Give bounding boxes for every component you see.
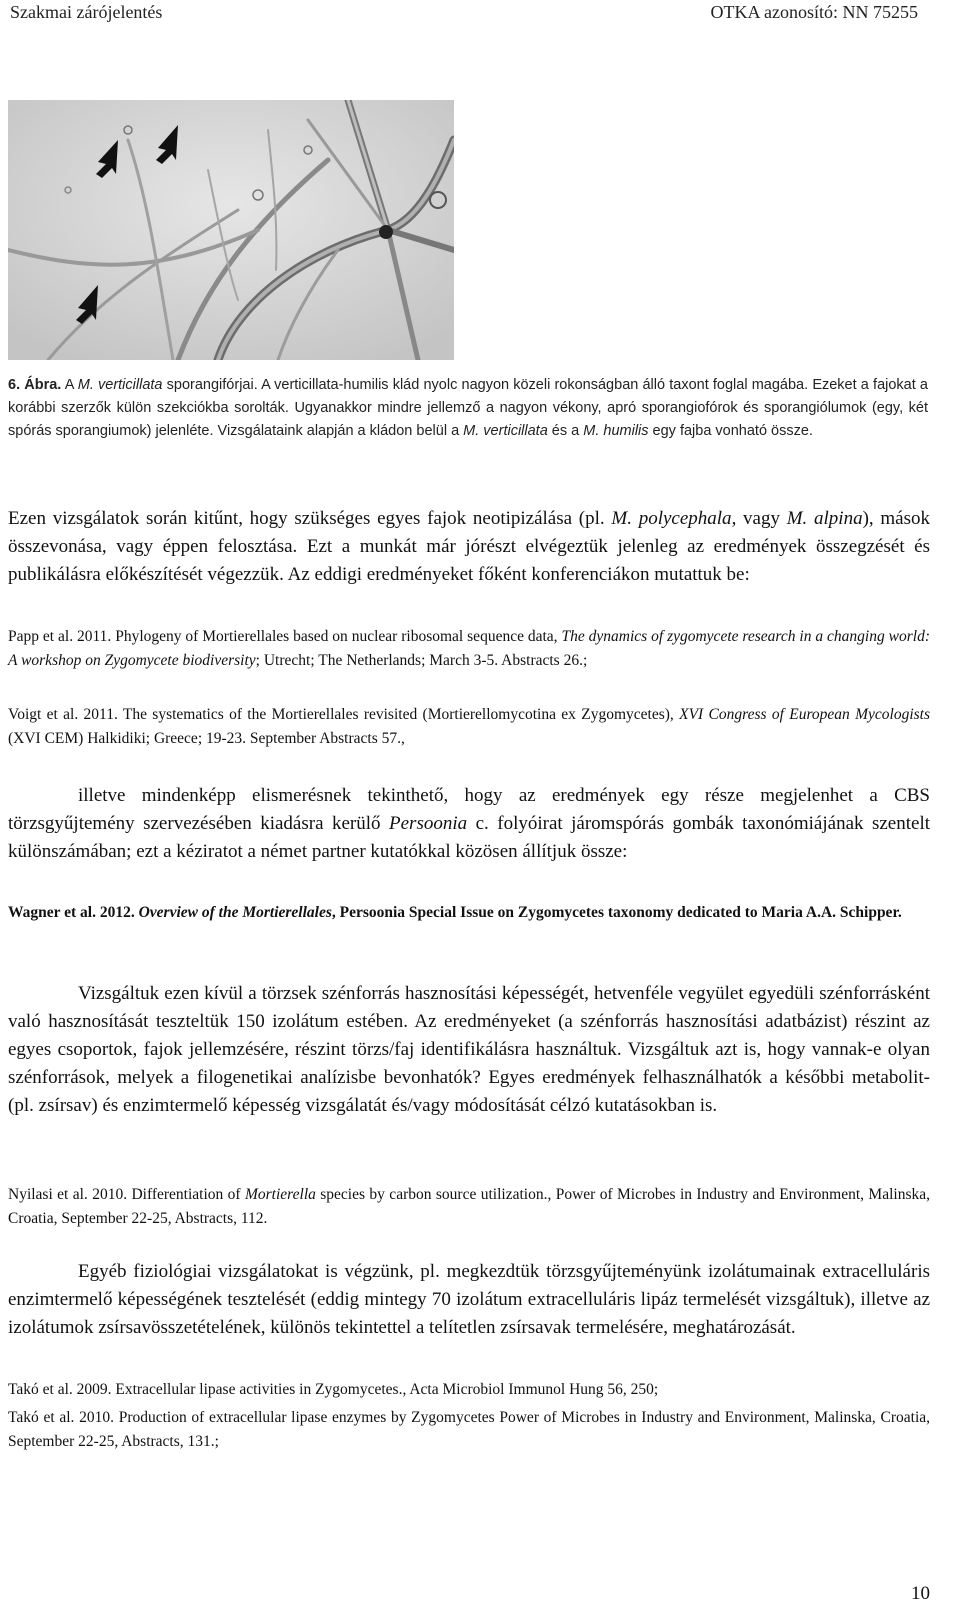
- figure-caption: [8, 374, 928, 443]
- caption-species: M. verticillata: [463, 423, 548, 439]
- species-name: M. alpina: [786, 508, 863, 529]
- journal-name: Persoonia: [389, 813, 468, 834]
- reference-papp-2011: [8, 625, 930, 673]
- reference-wagner-2012: [8, 901, 930, 925]
- page-number: 10: [911, 1583, 930, 1604]
- ref-text: ; Utrecht; The Netherlands; March 3-5. Abstracts 26.;: [255, 652, 588, 669]
- genus-name: Mortierella: [244, 1186, 316, 1203]
- text: illetve mindenképp elismerésnek tekinthető, hogy az eredmények egy része megjelenhet a CBS törzsgyűjtemény szervezésében kiadásra kerülő: [8, 785, 930, 834]
- header-left: Szakmai zárójelentés: [10, 2, 163, 22]
- reference-voigt-2011: [8, 703, 930, 751]
- caption-species: M. verticillata: [77, 377, 163, 393]
- paragraph-carbon-source: Vizsgáltuk ezen kívül a törzsek szénforrás hasznosítási képességét, hetvenféle vegyület egyedüli szénforrásként való hasznosítását teszteltük 150 izolátum estében. Az eredményeket (a szénforrás hasznosítási adatbázist) részint az egyes csoportok, fajok jellemzésére, részint törzs/faj identifikálásra használtuk. Vizsgáltuk azt is, hogy vannak-e olyan szénforrások, melyek a filogenetikai analízisbe bevonhatók? Egyes eredmények felhasználhatók a későbbi metabolit- (pl. zsírsav) és enzimtermelő képesség vizsgálatát és/vagy módosítását célzó kutatásokban is.: [8, 983, 930, 1116]
- header-right: OTKA azonosító: NN 75255: [710, 2, 918, 22]
- figure-label: 6. Ábra.: [8, 377, 62, 393]
- paragraph-persoonia: [8, 782, 930, 866]
- microscopy-image: [8, 100, 454, 360]
- species-name: M. polycephala: [611, 508, 732, 529]
- reference-tako-2009: Takó et al. 2009. Extracellular lipase activities in Zygomycetes., Acta Microbiol Immunol Hung 56, 250;: [8, 1381, 659, 1398]
- reference-tako-2010: Takó et al. 2010. Production of extracellular lipase enzymes by Zygomycetes Power of Microbes in Industry and Environment, Malinska, Croatia, September 22-25, Abstracts, 131.;: [8, 1409, 930, 1450]
- ref-text: , Persoonia Special Issue on Zygomycetes taxonomy dedicated to Maria A.A. Schipper.: [331, 904, 902, 921]
- ref-title: Overview of the Mortierellales: [138, 904, 332, 921]
- paragraph-physiology: Egyéb fiziológiai vizsgálatokat is végzünk, pl. megkezdtük törzsgyűjteményünk izolátumainak extracelluláris enzimtermelő képességének tesztelését (eddig mintegy 70 izolátum extracelluláris lipáz termelését vizsgáltuk), illetve az izolátumok zsírsavösszetételének, különös tekintettel a telítetlen zsírsavak termelésére, meghatározását.: [8, 1261, 930, 1338]
- text: , vagy: [731, 508, 787, 529]
- caption-text: egy fajba vonható össze.: [648, 423, 813, 439]
- ref-text: Voigt et al. 2011. The systematics of the Mortierellales revisited (Mortierellomycotina ex Zygomycetes),: [8, 706, 680, 723]
- paragraph-neotypification: [8, 505, 930, 589]
- caption-species: M. humilis: [583, 423, 649, 439]
- ref-venue: The dynamics of zygomycete research in a changing world: A workshop on Zygomycete biodiversity: [8, 628, 930, 669]
- ref-text: (XVI CEM) Halkidiki; Greece; 19-23. September Abstracts 57.,: [8, 730, 405, 747]
- ref-venue: XVI Congress of European Mycologists: [679, 706, 931, 723]
- ref-text: Wagner et al. 2012.: [8, 904, 139, 921]
- reference-nyilasi-2010: [8, 1183, 930, 1231]
- caption-text: sporangifórjai. A verticillata-humilis klád nyolc nagyon közeli rokonságban álló taxont foglal magába. Ezeket a fajokat a korábbi szerzők külön szekciókba sorolták. Ugyanakkor mindre jellemző a nagyon vékony, apró sporangiofórok és sporangiólumok (egy, két spórás sporangiumok) jelenléte. Vizsgálataink alapján a kládon belül a: [8, 377, 928, 439]
- caption-text: A: [61, 377, 78, 393]
- ref-text: species by carbon source utilization., Power of Microbes in Industry and Environment, Malinska, Croatia, September 22-25, Abstracts, 112.: [8, 1186, 930, 1227]
- ref-text: Papp et al. 2011. Phylogeny of Mortierellales based on nuclear ribosomal sequence data,: [8, 628, 562, 645]
- text: Ezen vizsgálatok során kitűnt, hogy szükséges egyes fajok neotipizálása (pl.: [8, 508, 612, 529]
- caption-text: és a: [547, 423, 584, 439]
- text: ), mások összevonása, vagy éppen felosztása. Ezt a munkát már jórészt elvégeztük jelenleg az eredmények összegzését és publikálásra előkészítését végezzük. Az eddigi eredményeket főként konferenciákon mutattuk be:: [8, 508, 931, 585]
- ref-text: Nyilasi et al. 2010. Differentiation of: [8, 1186, 245, 1203]
- text: c. folyóirat járomspórás gombák taxonómiájának szentelt különszámában; ezt a kéziratot a német partner kutatókkal közösen állítjuk össze:: [8, 813, 931, 862]
